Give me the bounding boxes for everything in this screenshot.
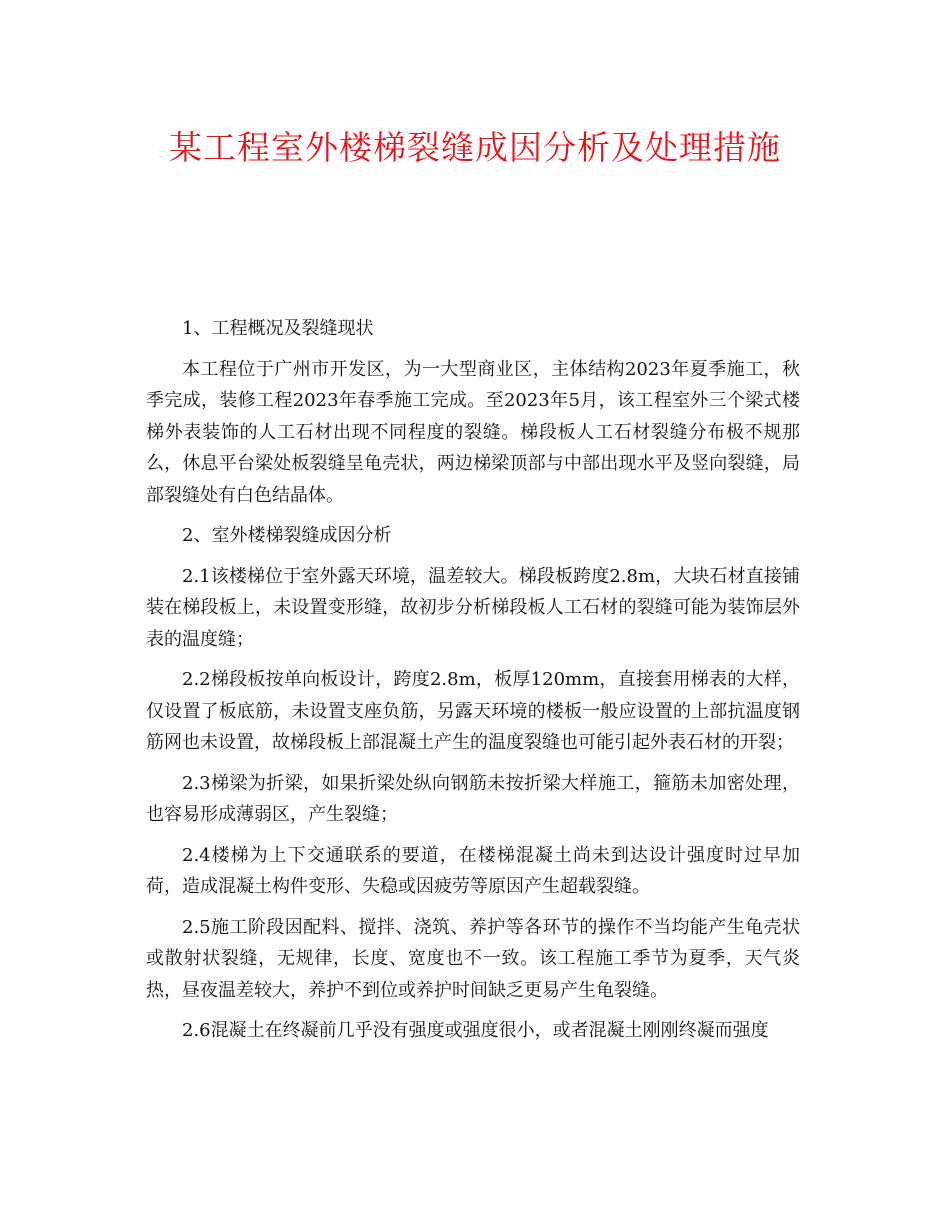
paragraph-overview: 本工程位于广州市开发区，为一大型商业区，主体结构2023年夏季施工，秋季完成，装修工程2023年春季施工完成。至2023年5月，该工程室外三个梁式楼梯外表装饰的人工石材出现不同程度的裂缝。梯段板人工石材裂缝分布极不规那么，休息平台梁处板裂缝呈龟壳状，两边梯梁顶部与中部出现水平及竖向裂缝，局部裂缝处有白色结晶体。	[146, 358, 800, 506]
paragraph-2-5: 2.5施工阶段因配料、搅拌、浇筑、养护等各环节的操作不当均能产生龟壳状或散射状裂缝，无规律，长度、宽度也不一致。该工程施工季节为夏季，天气炎热，昼夜温差较大，养护不到位或养护时间缺乏更易产生龟裂缝。	[146, 916, 800, 1001]
section-heading-1: 1、工程概况及裂缝现状	[182, 318, 374, 339]
document-body	[146, 313, 800, 1056]
paragraph-2-4: 2.4楼梯为上下交通联系的要道，在楼梯混凝土尚未到达设计强度时过早加荷，造成混凝土构件变形、失稳或因疲劳等原因产生超载裂缝。	[146, 844, 800, 897]
paragraph-2-6: 2.6混凝土在终凝前几乎没有强度或强度很小，或者混凝土刚刚终凝而强度	[182, 1020, 769, 1041]
document-title: 某工程室外楼梯裂缝成因分析及处理措施	[169, 128, 781, 167]
section-heading-2: 2、室外楼梯裂缝成因分析	[182, 525, 392, 546]
paragraph-2-1: 2.1该楼梯位于室外露天环境，温差较大。梯段板跨度2.8m，大块石材直接铺装在梯段板上，未设置变形缝，故初步分析梯段板人工石材的裂缝可能为装饰层外表的温度缝；	[146, 565, 800, 650]
paragraph-2-2: 2.2梯段板按单向板设计，跨度2.8m，板厚120mm，直接套用梯表的大样，仅设置了板底筋，未设置支座负筋，另露天环境的楼板一般应设置的上部抗温度钢筋网也未设置，故梯段板上部混凝土产生的温度裂缝也可能引起外表石材的开裂；	[146, 669, 800, 753]
paragraph-2-3: 2.3梯梁为折梁，如果折梁处纵向钢筋未按折梁大样施工，箍筋未加密处理，也容易形成薄弱区，产生裂缝；	[146, 772, 800, 825]
